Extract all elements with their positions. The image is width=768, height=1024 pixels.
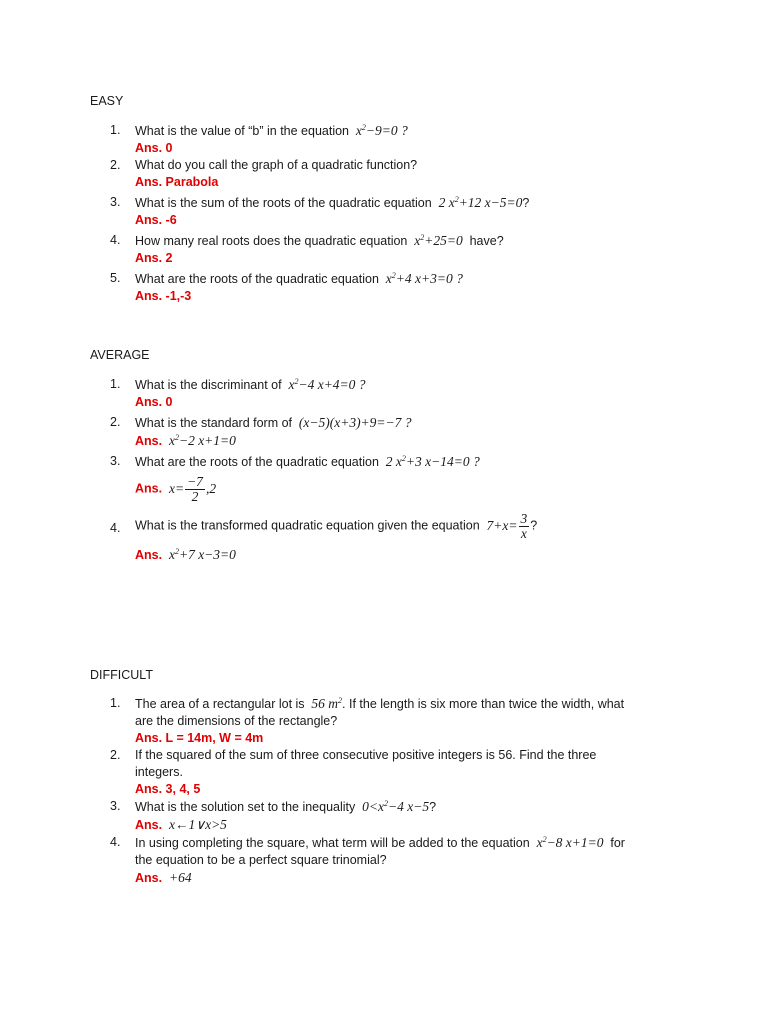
question-suffix: ? bbox=[429, 800, 437, 814]
question-item bbox=[110, 414, 700, 432]
answer bbox=[135, 816, 725, 834]
section-title-difficult: DIFFICULT bbox=[90, 668, 153, 682]
answer-label: Ans. bbox=[135, 548, 163, 562]
answer-label: Ans. bbox=[135, 434, 163, 448]
answer-label: Ans. bbox=[135, 818, 163, 832]
question-text: What are the roots of the quadratic equation bbox=[135, 272, 379, 286]
question-text: the equation to be a perfect square trinomial? bbox=[135, 853, 387, 867]
average-question-list bbox=[110, 376, 700, 564]
answer-equation: x←1∨x>5 bbox=[165, 817, 227, 832]
answer: Ans. -1,-3 bbox=[135, 289, 192, 303]
question-text: In using completing the square, what term will be added to the equation bbox=[135, 836, 530, 850]
question-number: 3. bbox=[110, 799, 121, 813]
answer-equation: $x^2+7$ x−3=0 bbox=[165, 547, 236, 562]
question-suffix: ? bbox=[522, 196, 530, 210]
question-item bbox=[110, 194, 700, 212]
answer: Ans. -6 bbox=[135, 213, 177, 227]
equation: 2 $x^2+12$ x−5=0 bbox=[435, 195, 523, 210]
question-text: What are the roots of the quadratic equation bbox=[135, 455, 379, 469]
fraction: $\frac{3}{x}$ bbox=[520, 511, 528, 541]
question-item bbox=[110, 798, 700, 816]
question-text: If the squared of the sum of three consecutive positive integers is 56. Find the three bbox=[135, 748, 597, 762]
equation: 2 $x^2+3$ x−14=0 ? bbox=[382, 454, 480, 469]
question-number: 2. bbox=[110, 748, 121, 762]
question-text: What is the solution set to the inequality bbox=[135, 800, 356, 814]
easy-question-list bbox=[110, 122, 700, 305]
question-number: 3. bbox=[110, 195, 121, 209]
question-text: integers. bbox=[135, 765, 183, 779]
question-item bbox=[110, 834, 700, 852]
question-number: 1. bbox=[110, 377, 121, 391]
section-title-average: AVERAGE bbox=[90, 348, 150, 362]
answer bbox=[135, 546, 725, 564]
question-number: 3. bbox=[110, 454, 121, 468]
question-item bbox=[110, 453, 700, 471]
question-continuation bbox=[110, 852, 700, 869]
equation: $x^2+4$ x+3=0 ? bbox=[382, 271, 463, 286]
answer-equation: +64 bbox=[165, 870, 192, 885]
question-text: are the dimensions of the rectangle? bbox=[135, 714, 338, 728]
question-text: for bbox=[610, 836, 625, 850]
equation: $0<x^2-4$ x−5 bbox=[358, 799, 430, 814]
question-number: 1. bbox=[110, 123, 121, 137]
equation: $x^2+25=0$ bbox=[410, 233, 467, 248]
question-item bbox=[110, 270, 700, 288]
question-number: 5. bbox=[110, 271, 121, 285]
question-text: . If the length is six more than twice the width, what bbox=[342, 697, 625, 711]
question-number: 2. bbox=[110, 415, 121, 429]
question-continuation bbox=[110, 713, 700, 730]
question-item bbox=[110, 512, 700, 541]
question-continuation bbox=[110, 764, 700, 781]
answer: Ans. 0 bbox=[135, 141, 173, 155]
question-number: 2. bbox=[110, 158, 121, 172]
question-number: 4. bbox=[110, 233, 121, 247]
question-number: 1. bbox=[110, 696, 121, 710]
equation: $x^2-8$ x+1=0 bbox=[533, 835, 607, 850]
answer: Ans. L = 14m, W = 4m bbox=[135, 731, 264, 745]
question-text: What do you call the graph of a quadratic function? bbox=[135, 158, 418, 172]
answer-label: Ans. bbox=[135, 481, 163, 496]
answer: Ans. 3, 4, 5 bbox=[135, 782, 201, 796]
equation: 56 $m^2$ bbox=[308, 696, 343, 711]
equation: $x^2-4$ x+4=0 ? bbox=[285, 377, 366, 392]
question-item bbox=[110, 747, 700, 764]
question-item bbox=[110, 376, 700, 394]
answer: Ans. 2 bbox=[135, 251, 173, 265]
question-text: What is the transformed quadratic equation given the equation bbox=[135, 518, 480, 533]
answer bbox=[135, 869, 725, 887]
question-text: The area of a rectangular lot is bbox=[135, 697, 305, 711]
question-text: What is the sum of the roots of the quadratic equation bbox=[135, 196, 432, 210]
equation: $x^2-9=0$ ? bbox=[352, 123, 408, 138]
fraction: $\frac{-7}{2}$ bbox=[187, 474, 203, 504]
question-item bbox=[110, 157, 700, 174]
question-item bbox=[110, 122, 700, 140]
equation: (x−5)(x+3)+9=−7 ? bbox=[295, 415, 412, 430]
question-item bbox=[110, 695, 700, 713]
difficult-question-list bbox=[110, 695, 700, 887]
question-text: What is the discriminant of bbox=[135, 378, 282, 392]
question-number: 4. bbox=[110, 835, 121, 849]
question-suffix: have? bbox=[469, 234, 504, 248]
answer-equation: $x^2-2$ x+1=0 bbox=[165, 433, 236, 448]
question-text: What is the standard form of bbox=[135, 416, 293, 430]
answer: Ans. 0 bbox=[135, 395, 173, 409]
answer: Ans. Parabola bbox=[135, 175, 219, 189]
question-suffix: ? bbox=[530, 518, 538, 533]
equation: 7+x= $\frac{3}{x}$ bbox=[483, 511, 528, 541]
question-text: What is the value of “b” in the equation bbox=[135, 124, 350, 138]
question-text: How many real roots does the quadratic equation bbox=[135, 234, 408, 248]
answer bbox=[135, 475, 725, 504]
question-number: 4. bbox=[110, 521, 121, 535]
answer-label: Ans. bbox=[135, 871, 163, 885]
section-title-easy: EASY bbox=[90, 94, 124, 108]
answer-equation: x= $\frac{-7}{2}$ ,2 bbox=[165, 474, 217, 504]
answer bbox=[135, 432, 725, 450]
question-item bbox=[110, 232, 700, 250]
